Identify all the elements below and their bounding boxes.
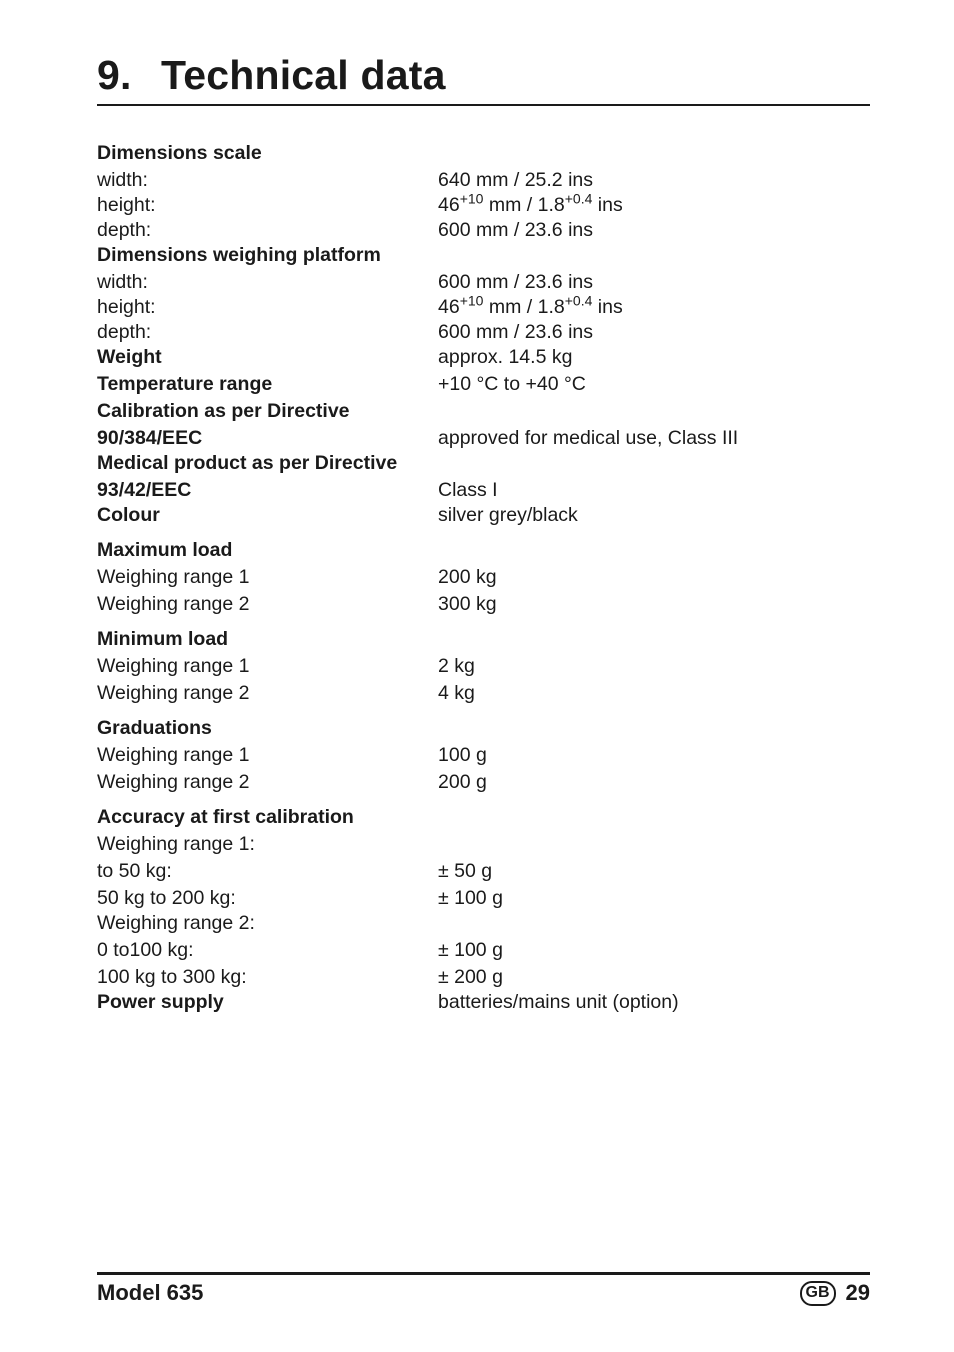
- spec-label: Power supply: [97, 991, 224, 1013]
- spec-value: ± 100 g: [438, 939, 503, 961]
- spec-value: 100 g: [438, 744, 487, 766]
- spec-row: [97, 964, 870, 989]
- spec-label: height:: [97, 194, 156, 216]
- value-part: 46: [438, 194, 460, 216]
- spec-row: [97, 217, 870, 242]
- tolerance-superscript: +0.4: [564, 190, 593, 207]
- spec-row: [97, 398, 870, 425]
- spec-label: Weighing range 1: [97, 744, 250, 766]
- spec-label: Dimensions weighing platform: [97, 244, 381, 266]
- spec-label: Weighing range 2: [97, 593, 250, 615]
- language-badge: GB: [800, 1281, 836, 1306]
- spec-row: [97, 269, 870, 294]
- spec-row: [97, 885, 870, 910]
- spec-label: Weighing range 1: [97, 655, 250, 677]
- spec-value: [438, 294, 623, 320]
- spec-row: [97, 742, 870, 769]
- spec-label: Weight: [97, 346, 162, 368]
- spec-label: depth:: [97, 219, 152, 241]
- spec-value: Class I: [438, 479, 498, 501]
- spec-row: [97, 564, 870, 591]
- spec-label: Weighing range 1: [97, 566, 250, 588]
- spec-label: 90/384/EEC: [97, 427, 203, 449]
- spec-value: 300 kg: [438, 593, 497, 615]
- spec-value: ± 100 g: [438, 887, 503, 909]
- spec-value: 200 g: [438, 771, 487, 793]
- tolerance-superscript: +10: [459, 292, 484, 309]
- spec-value: 600 mm / 23.6 ins: [438, 219, 593, 241]
- spec-value: silver grey/black: [438, 504, 578, 526]
- spec-row: [97, 537, 870, 564]
- spec-row: [97, 167, 870, 192]
- value-part: ins: [592, 194, 623, 216]
- spec-value: [438, 192, 623, 218]
- tolerance-superscript: +0.4: [564, 292, 593, 309]
- value-part: ins: [592, 296, 623, 318]
- spec-row: [97, 450, 870, 477]
- spec-row: [97, 989, 870, 1016]
- spec-value: ± 50 g: [438, 860, 493, 882]
- spec-label: Accuracy at first calibration: [97, 806, 354, 828]
- model-name: Model 635: [97, 1280, 204, 1305]
- spec-label: Weighing range 2: [97, 682, 250, 704]
- title-rule: [97, 104, 870, 106]
- value-part: mm / 1.8: [483, 296, 565, 318]
- page-number: 29: [845, 1280, 870, 1305]
- spec-value: approx. 14.5 kg: [438, 346, 573, 368]
- spec-row: [97, 680, 870, 707]
- footer-rule: [97, 1272, 870, 1275]
- spec-label: width:: [97, 271, 148, 293]
- spec-row: [97, 477, 870, 502]
- spec-value: 600 mm / 23.6 ins: [438, 271, 593, 293]
- spec-row: [97, 591, 870, 618]
- page-footer-right: [800, 1280, 870, 1306]
- spec-label: Minimum load: [97, 628, 229, 650]
- spec-label: 100 kg to 300 kg:: [97, 966, 247, 988]
- spec-row: [97, 242, 870, 269]
- spec-value: ± 200 g: [438, 966, 503, 988]
- spec-row: [97, 140, 870, 167]
- spec-table: [97, 140, 870, 1016]
- spec-row: [97, 425, 870, 450]
- spec-value: +10 °C to +40 °C: [438, 373, 586, 395]
- tolerance-superscript: +10: [459, 190, 484, 207]
- spec-value: 640 mm / 25.2 ins: [438, 169, 593, 191]
- spec-row: [97, 502, 870, 529]
- spec-label: 0 to100 kg:: [97, 939, 194, 961]
- spec-row: [97, 831, 870, 858]
- spec-row: [97, 910, 870, 937]
- spec-row: [97, 344, 870, 371]
- spec-label: Graduations: [97, 717, 212, 739]
- spec-label: Temperature range: [97, 373, 273, 395]
- spec-row: [97, 769, 870, 796]
- spec-label: Weighing range 2: [97, 771, 250, 793]
- section-title: Technical data: [161, 52, 446, 98]
- spec-label: Medical product as per Directive: [97, 452, 398, 474]
- spec-value: 4 kg: [438, 682, 475, 704]
- spec-label: Colour: [97, 504, 160, 526]
- spec-label: Weighing range 2:: [97, 912, 255, 934]
- spec-row: [97, 319, 870, 344]
- spec-value: approved for medical use, Class III: [438, 427, 739, 449]
- spec-label: width:: [97, 169, 148, 191]
- value-part: mm / 1.8: [483, 194, 565, 216]
- spec-label: 93/42/EEC: [97, 479, 192, 501]
- spec-row: [97, 858, 870, 885]
- spec-row: [97, 371, 870, 398]
- spec-value: batteries/mains unit (option): [438, 991, 679, 1013]
- spec-label: Weighing range 1:: [97, 833, 255, 855]
- section-number: 9.: [97, 52, 132, 98]
- spec-row: [97, 192, 870, 217]
- spec-row: [97, 294, 870, 319]
- spec-label: to 50 kg:: [97, 860, 172, 882]
- spec-label: Calibration as per Directive: [97, 400, 350, 422]
- spec-label: Dimensions scale: [97, 142, 262, 164]
- spec-row: [97, 715, 870, 742]
- spec-value: 200 kg: [438, 566, 497, 588]
- spec-row: [97, 653, 870, 680]
- spec-label: 50 kg to 200 kg:: [97, 887, 236, 909]
- spec-label: height:: [97, 296, 156, 318]
- spec-label: Maximum load: [97, 539, 233, 561]
- page-title: [97, 52, 446, 99]
- value-part: 46: [438, 296, 460, 318]
- spec-value: 2 kg: [438, 655, 475, 677]
- spec-label: depth:: [97, 321, 152, 343]
- spec-row: [97, 626, 870, 653]
- spec-value: 600 mm / 23.6 ins: [438, 321, 593, 343]
- spec-row: [97, 804, 870, 831]
- spec-row: [97, 937, 870, 964]
